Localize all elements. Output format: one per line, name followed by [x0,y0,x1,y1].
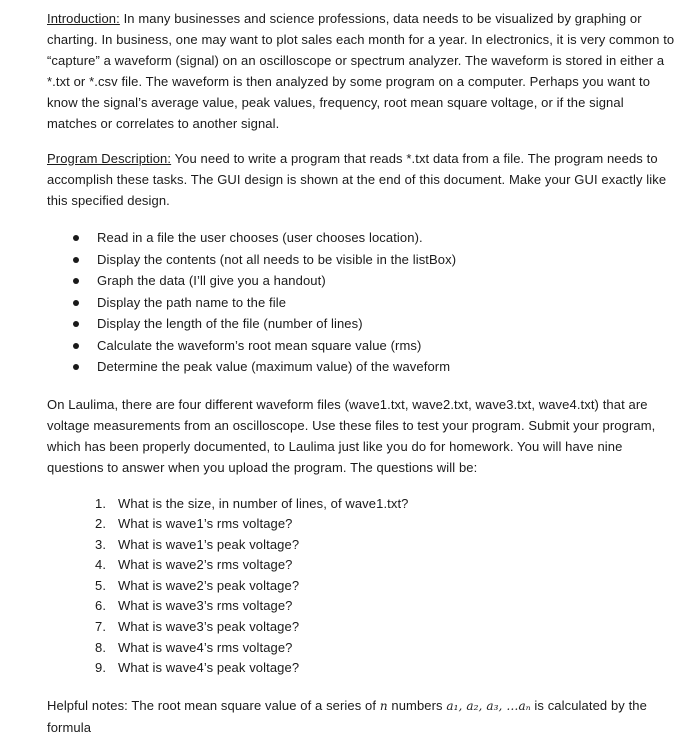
list-item: Display the path name to the file [71,292,677,314]
list-item: Display the length of the file (number of lines) [71,313,677,335]
bullet-icon [73,300,79,306]
list-item: Display the contents (not all needs to be visible in the listBox) [71,249,677,271]
bullet-icon [73,343,79,349]
program-description-text: You need to write a program that reads *.txt data from a file. The program needs to accomplish these tasks. The GUI design is shown at the end of this document. Make your GUI exactly like this specified design. [47,151,667,208]
list-item: 2. What is wave1’s rms voltage? [95,516,293,532]
bullet-icon [73,278,79,284]
intro-paragraph [47,8,677,134]
list-item: 1. What is the size, in number of lines, of wave1.txt? [95,495,409,511]
math-n: n [379,698,388,713]
program-description-heading: Program Description: [47,151,172,166]
bullet-icon [73,364,79,370]
list-item: Calculate the waveform’s root mean square value (rms) [71,335,677,357]
formula-word: formula [47,719,92,735]
list-item: 6. What is wave3’s rms voltage? [95,598,293,614]
list-item: Determine the peak value (maximum value) of the waveform [71,356,677,378]
question-list [47,494,677,679]
math-sequence: a₁, a₂, a₃, …aₙ [446,698,531,713]
helpful-notes-paragraph: Helpful notes: The root mean square value of a series of n numbers a₁, a₂, a₃, …aₙ is calculated by the formula [47,697,647,735]
list-item: Read in a file the user chooses (user chooses location). [71,227,677,249]
intro-text: In many businesses and science professions, data needs to be visualized by graphing or charting. In business, one may want to plot sales each month for a year. In electronics, it is very common to “capture” a waveform (signal) on an oscilloscope or spectrum analyzer. The waveform is stored in either a *.txt or *.csv file. The waveform is then analyzed by some program on a computer. Perhaps you want to know the signal’s average value, peak values, frequency, root mean square voltage, or if the signal matches or correlates to another signal. [47,11,675,131]
list-item: 7. What is wave3’s peak voltage? [95,619,300,635]
intro-heading: Introduction: [47,11,120,26]
bullet-icon [73,257,79,263]
laulima-paragraph: On Laulima, there are four different waveform files (wave1.txt, wave2.txt, wave3.txt, wave4.txt) that are voltage measurements from an oscilloscope. Use these files to test your program. Submit your program, which has been properly documented, to Laulima just like you do for homework. You will have nine questions to answer when you upload the program. The questions will be: [47,396,656,475]
program-description-paragraph [47,148,677,211]
list-item: Graph the data (I’ll give you a handout) [71,270,677,292]
list-item: 5. What is wave2’s peak voltage? [95,577,300,593]
task-list [47,227,677,378]
bullet-icon [73,235,79,241]
list-item: 8. What is wave4’s rms voltage? [95,639,293,655]
bullet-icon [73,321,79,327]
list-item: 4. What is wave2’s rms voltage? [95,557,293,573]
list-item: 9. What is wave4’s peak voltage? [95,660,300,676]
list-item: 3. What is wave1’s peak voltage? [95,536,300,552]
document-page [47,8,677,738]
